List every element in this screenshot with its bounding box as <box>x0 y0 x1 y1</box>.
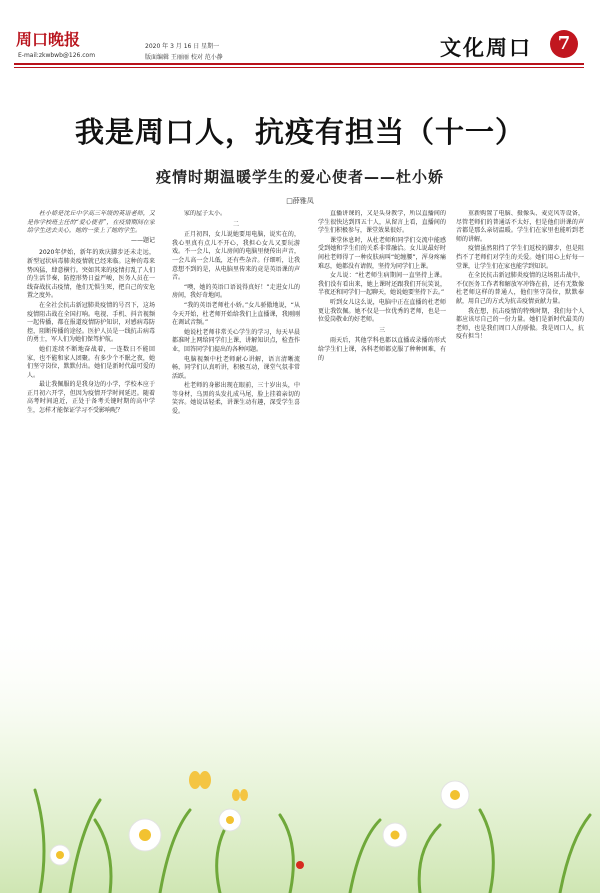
paragraph: 家的屋子太小。 <box>184 210 227 217</box>
article-subheadline: 疫情时期温暖学生的爱心使者——杜小娇 <box>155 168 444 186</box>
paragraph: “我的英语老师杜小娇。”女儿骄傲地说，“从今天开始，杜老师开始给我们上直播课，我刚刚在调试音频。” <box>172 301 300 327</box>
section-title: 文化周口 <box>440 35 532 60</box>
paragraph: 重新购置了电脑、摄像头、麦克风等设备，尽管老师们的普通话不太好，但是他们讲课的声音都是那么亲切温暖。学生们在家里也能听到老师的讲解。 <box>456 210 584 243</box>
daisy-flower <box>50 845 70 865</box>
paragraph: “噢，她的英语口语说得真好！”走进女儿的房间，我好奇地问。 <box>172 283 300 300</box>
paragraph: 在全民抗击新冠肺炎疫情的这场阻击战中，不仅医务工作者和解放军冲锋在前，还有无数像杜老师这样的普通人，他们坚守岗位，默默奉献，用自己的方式为抗击疫情贡献力量。 <box>456 272 584 305</box>
section-number: 二 <box>232 220 239 228</box>
paragraph: 女儿说：“杜老师生病期间一直坚持上课。我们没有看出来，她上课时还跟我们开玩笑说，半夜还和同学们一起聊天，她说她要坚持下去。” <box>318 272 446 297</box>
daisy-flower <box>129 819 161 851</box>
paragraph: 正月初四，女儿说她要用电脑，说实在的，我心里真有点儿不开心，我担心女儿又要玩游戏。不一会儿，女儿房间的电脑里便传出声音，一会儿高一会儿低，还有些杂音。仔细听，让我意想不到的是，从电脑里传来的竟是英语课的声音。 <box>172 231 300 282</box>
paragraph: 最让我佩服的是我身边的小学，学校本应于正月初六开学，但因为疫情开学时间延迟。随着高考时间迫近，正处于备考关键时期的高中学生，怎样才能保证学习不受影响呢？ <box>27 381 155 415</box>
daisy-flower <box>219 809 241 831</box>
paragraph: 雨天后，其他学科也都以直播或录播的形式给学生们上课，各科老师都克服了种种困难，有的 <box>318 337 446 362</box>
paragraph: 我在想，抗击疫情的特殊时期，我们每个人都应该尽自己的一份力量。她们是新时代最美的老师，也是我们周口人的骄傲。我是周口人，抗疫有担当！ <box>456 307 584 341</box>
staff-line: 版面编辑 王丽丽 校对 范小静 <box>145 54 223 61</box>
newspaper-masthead: 周口晚报 <box>16 30 81 49</box>
daisy-flower <box>383 823 407 847</box>
flower-meadow-illustration <box>0 620 600 893</box>
paragraph: 课堂休息时，从杜老师和同学们交流中能感受到她和学生们的关系非常融洽。女儿说最好时间杜老师得了一种皮肤病叫“蛇缠腰”，浑身疼痛难忍，她都没有请假，坚持为同学们上课。 <box>318 236 446 270</box>
paragraph: 听到女儿这么说，电脑中正在直播的杜老师更让我钦佩。她不仅是一位优秀的老师，也是一位爱岗敬业的好老师。 <box>318 298 446 324</box>
article-intro: 杜小娇是沈丘中学高三年级的英语老师，又是你学校班主任的“爱心使者”，在疫情期间在家给学生送去关心，她的一张上了她的学生。 <box>27 210 155 235</box>
paragraph: 杜老师的身影出现在眼前，三十岁出头，中等身材，乌黑的头发扎成马尾，脸上挂着亲切的笑容。她说话轻柔，讲课生动有趣，深受学生喜爱。 <box>172 382 300 416</box>
daisy-flower <box>441 781 469 809</box>
page-number-badge: 7 <box>550 30 578 58</box>
paragraph: 直播讲课的，又是头身教学，所以直播间的学生很快达到四五十人，从留言上看，直播间的学生们积极参与，课堂效果很好。 <box>318 210 446 235</box>
paragraph: 电脑视频中杜老师耐心讲解，语言清晰流畅，同学们认真听讲，积极互动，课堂气氛非常活跃。 <box>172 355 300 380</box>
paragraph: 在全社会抗击新冠肺炎疫情的号召下，这场疫情阻击战在全国打响。电视、手机、抖音视频一起传播，都在报道疫情防护知识，对感病毒防控，阻断传播的途径。医护人员是一线抗击病毒的勇士，军人们为她们保驾护航。 <box>27 301 155 344</box>
paragraph: 2020年伊始，新年的欢庆脚步还未走远，新型冠状病毒肺炎疫情就已经来临。这种的毒来势凶猛，肆意横行。突如其来的疫情打乱了人们的生活节奏，防控形势日益严峻，医务人员在一线奋战抗击疫情，他们无惧生死，把自己的安危置之度外。 <box>27 249 155 300</box>
page-header <box>0 0 600 70</box>
article-headline: 我是周口人，抗疫有担当（十一） <box>74 115 525 149</box>
ladybug-icon <box>296 861 304 869</box>
contact-email: E-mail:zkwbwb@126.com <box>18 52 96 59</box>
date-line: 2020 年 3 月 16 日 星期一 <box>145 43 220 50</box>
intro-signature: ——题记 <box>130 236 155 244</box>
paragraph: 疫情虽然阻挡了学生们返校的脚步，但是阻挡不了老师们对学生的关爱。她们用心上好每一堂课，让学生们在家也能学到知识。 <box>456 245 584 270</box>
article-byline: □薛雅凤 <box>286 197 314 205</box>
paragraph: 她们连续不断地奋战着，一连数日不能回家，也不能和家人团聚。有多少个不眠之夜，她们坚守岗位，默默付出。她们是新时代最可爱的人。 <box>27 345 155 379</box>
section-number: 三 <box>378 326 385 334</box>
header-rule-thin <box>14 67 584 68</box>
header-rule-thick <box>14 63 584 65</box>
paragraph: 她说杜老师非常关心学生的学习，每天早晨都准时上网给同学们上课，讲解知识点，检查作业，回答同学们提出的各种问题。 <box>172 328 300 353</box>
